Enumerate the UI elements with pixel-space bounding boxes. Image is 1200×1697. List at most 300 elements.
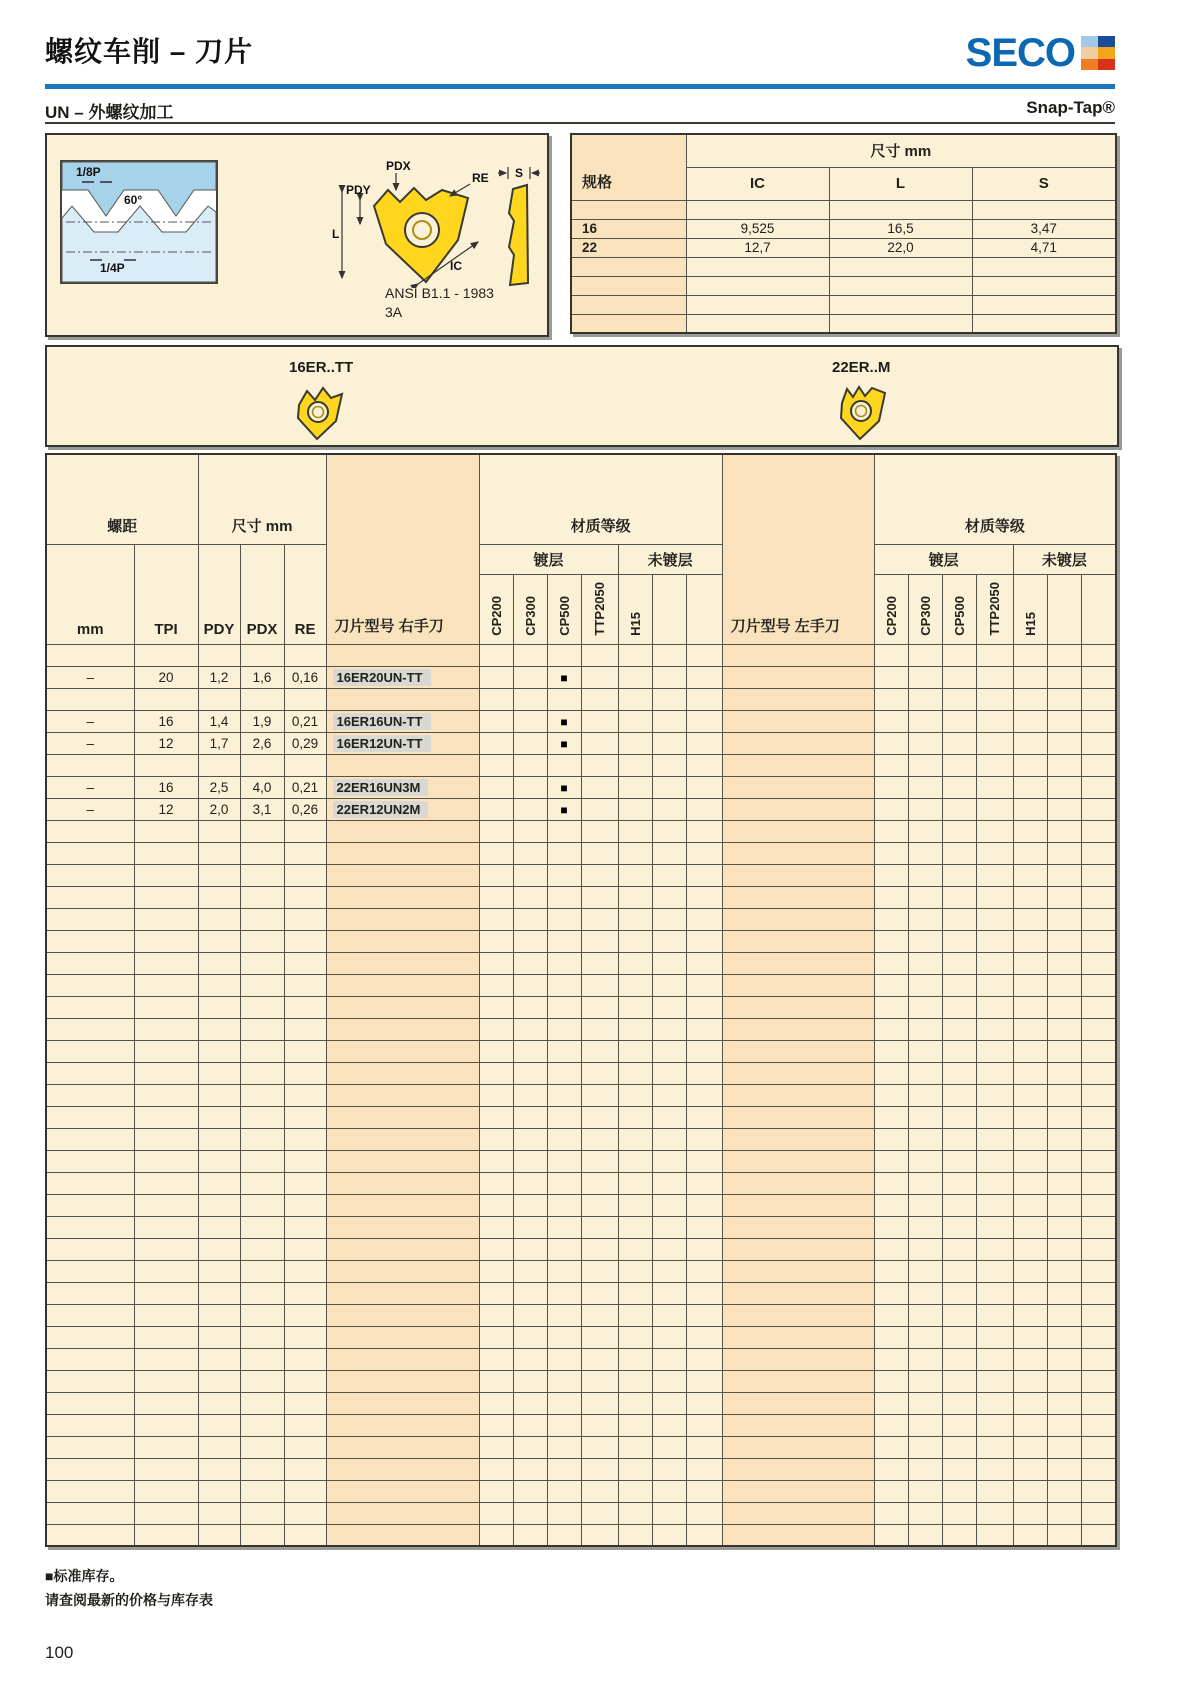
dim-label-18p: 1/8P [76,165,101,179]
cell-tpi [134,1238,198,1260]
cell-pdy [198,908,240,930]
cell-grade-stock [581,1260,618,1282]
insert-row [46,1062,1116,1084]
cell-re [284,842,326,864]
cell-re [284,1172,326,1194]
cell-rh-designation [326,776,479,798]
cell-re [284,1524,326,1546]
cell-grade-stock [513,1458,547,1480]
cell-grade-stock [547,1436,581,1458]
cell-grade-stock [1013,1370,1047,1392]
cell-pdx [240,1392,284,1414]
cell-ic [686,295,829,314]
cell-lh-designation [722,930,874,952]
cell-lh-designation [722,974,874,996]
cell-tpi: 16 [134,710,198,732]
col-mm-header: mm [46,544,134,644]
cell-grade-stock [547,1018,581,1040]
insert-row [46,644,1116,666]
cell-tpi [134,688,198,710]
cell-grade-stock [479,754,513,776]
cell-grade-stock [1013,754,1047,776]
cell-re [284,688,326,710]
cell-spec [571,295,686,314]
cell-grade-stock [874,1172,908,1194]
insert-row [46,1260,1116,1282]
cell-grade-stock [874,1238,908,1260]
cell-pdx [240,908,284,930]
cell-pdy: 1,2 [198,666,240,688]
cell-grade-stock [547,1040,581,1062]
insert-row [46,1018,1116,1040]
cell-grade-stock [547,1392,581,1414]
cell-ic: 12,7 [686,238,829,257]
cell-grade-stock [1081,1194,1116,1216]
stock-mark: ■ [560,802,568,817]
cell-pitch-mm [46,1326,134,1348]
cell-grade-stock [581,1348,618,1370]
cell-grade-stock [874,1062,908,1084]
cell-grade-stock [513,776,547,798]
cell-grade-stock [942,1018,976,1040]
cell-pdy [198,1216,240,1238]
cell-tpi [134,1502,198,1524]
cell-pitch-mm [46,1348,134,1370]
cell-grade-stock [479,1238,513,1260]
cell-tpi [134,930,198,952]
cell-re [284,1326,326,1348]
cell-grade-stock [686,754,722,776]
cell-grade-stock [942,1282,976,1304]
cell-lh-designation [722,1150,874,1172]
cell-grade-stock [874,820,908,842]
cell-re [284,820,326,842]
cell-lh-designation [722,952,874,974]
cell-l [829,257,972,276]
cell-grade-stock [581,952,618,974]
cell-grade-stock [479,842,513,864]
cell-grade-stock [652,710,686,732]
cell-pdy [198,1458,240,1480]
uncoated-header-right: 未镀层 [1013,544,1116,574]
cell-lh-designation [722,842,874,864]
cell-pitch-mm: – [46,666,134,688]
cell-grade-stock [581,820,618,842]
cell-grade-stock [618,1392,652,1414]
cell-grade-stock [479,1106,513,1128]
cell-grade-stock [652,688,686,710]
cell-rh-designation [326,754,479,776]
cell-grade-stock [618,1106,652,1128]
grade-col-header-ttp2050 [976,574,1013,644]
grade-col-header-empty [1081,574,1116,644]
cell-grade-stock [1013,1480,1047,1502]
cell-grade-stock [652,1238,686,1260]
cell-grade-stock [479,1392,513,1414]
cell-lh-designation [722,996,874,1018]
grade-col-header-h15 [1013,574,1047,644]
size-col-l-header: L [829,167,972,200]
cell-grade-stock [976,798,1013,820]
cell-grade-stock [581,644,618,666]
cell-grade-stock [908,1216,942,1238]
cell-pdx [240,1348,284,1370]
cell-lh-designation [722,1524,874,1546]
cell-pdx [240,996,284,1018]
cell-grade-stock [618,1040,652,1062]
cell-grade-stock [618,644,652,666]
cell-re [284,886,326,908]
insert-row [46,1084,1116,1106]
cell-grade-stock [976,1238,1013,1260]
cell-grade-stock [652,1480,686,1502]
cell-grade-stock [1081,952,1116,974]
cell-pitch-mm [46,688,134,710]
cell-grade-stock [976,732,1013,754]
insert-row [46,974,1116,996]
cell-s [972,200,1116,219]
cell-grade-stock [942,754,976,776]
cell-pdx [240,886,284,908]
cell-grade-stock [479,1502,513,1524]
seco-logo-text: SECO [965,31,1075,75]
cell-grade-stock [547,1128,581,1150]
dim-label-60: 60° [124,193,143,207]
cell-re [284,864,326,886]
cell-pdy: 2,5 [198,776,240,798]
cell-grade-stock [908,1304,942,1326]
cell-grade-stock [1081,974,1116,996]
insert-row [46,1524,1116,1546]
cell-rh-designation [326,1128,479,1150]
cell-grade-stock [513,1304,547,1326]
seco-logo-square [1098,36,1115,47]
cell-grade-stock [1081,930,1116,952]
col-re-header: RE [284,544,326,644]
cell-grade-stock [479,952,513,974]
cell-tpi [134,1062,198,1084]
cell-tpi [134,974,198,996]
cell-grade-stock [1013,886,1047,908]
cell-pdx [240,1216,284,1238]
cell-pdy [198,1348,240,1370]
cell-pitch-mm [46,1062,134,1084]
size-col-s-header: S [972,167,1116,200]
cell-grade-stock [581,908,618,930]
cell-grade-stock [908,754,942,776]
cell-grade-stock [547,1414,581,1436]
thread-profile-diagram [60,160,218,284]
cell-grade-stock [581,864,618,886]
cell-grade-stock [874,754,908,776]
cell-lh-designation [722,666,874,688]
dim-label-re: RE [472,171,489,185]
grade-col-header-cp200 [479,574,513,644]
cell-rh-designation [326,1304,479,1326]
cell-grade-stock [976,1106,1013,1128]
cell-pdy [198,1414,240,1436]
cell-grade-stock [479,710,513,732]
insert-row [46,1040,1116,1062]
insert-row [46,1150,1116,1172]
cell-lh-designation [722,1172,874,1194]
cell-pdy [198,1392,240,1414]
cell-grade-stock [874,1084,908,1106]
cell-grade-stock [874,1524,908,1546]
cell-pdx: 3,1 [240,798,284,820]
dim-label-ic: IC [450,259,462,273]
cell-grade-stock [908,1238,942,1260]
cell-re [284,1040,326,1062]
grade-col-label: TTP2050 [592,582,608,636]
cell-grade-stock [479,1040,513,1062]
cell-ic [686,200,829,219]
cell-pdx [240,864,284,886]
cell-grade-stock [618,754,652,776]
cell-grade-stock [976,666,1013,688]
cell-re: 0,16 [284,666,326,688]
cell-lh-designation [722,710,874,732]
cell-grade-stock [1013,1304,1047,1326]
cell-pdx [240,1436,284,1458]
cell-grade-stock [942,974,976,996]
cell-grade-stock [618,1436,652,1458]
cell-pdx [240,1502,284,1524]
cell-pdx [240,1326,284,1348]
cell-grade-stock [1081,1150,1116,1172]
grades-group-header-left: 材质等级 [479,454,722,544]
cell-grade-stock [1047,930,1081,952]
standard-reference: ANSI B1.1 - 1983 [385,285,494,301]
cell-grade-stock [686,1238,722,1260]
cell-re [284,1238,326,1260]
cell-grade-stock [686,1040,722,1062]
cell-lh-designation [722,1348,874,1370]
cell-grade-stock [686,864,722,886]
cell-grade-stock [1047,1260,1081,1282]
page-number: 100 [45,1643,74,1662]
dimensions-group-header: 尺寸 mm [198,454,326,544]
cell-grade-stock [942,930,976,952]
main-header-row-subgroups [46,544,1116,574]
cell-grade-stock [942,952,976,974]
insert-photo-22er [833,381,895,441]
cell-lh-designation [722,1084,874,1106]
cell-s [972,295,1116,314]
cell-grade-stock [547,1238,581,1260]
cell-pdx [240,1524,284,1546]
cell-pdy [198,1172,240,1194]
cell-re [284,908,326,930]
grade-col-label: CP200 [883,595,899,636]
cell-grade-stock [1013,798,1047,820]
size-table-row [571,219,1116,238]
cell-grade-stock [547,1062,581,1084]
cell-grade-stock [1081,1018,1116,1040]
cell-grade-stock [908,1106,942,1128]
section-rule [45,122,1115,124]
cell-l [829,295,972,314]
cell-tpi [134,1150,198,1172]
dim-label-pdy: PDY [346,183,371,197]
cell-grade-stock [1081,1502,1116,1524]
cell-grade-stock [1081,1216,1116,1238]
cell-grade-stock [1047,952,1081,974]
cell-grade-stock [618,666,652,688]
cell-grade-stock [1081,1260,1116,1282]
insert-family-label-16er: 16ER..TT [289,359,354,376]
cell-grade-stock [686,1392,722,1414]
cell-grade-stock [908,1150,942,1172]
cell-grade-stock [976,1480,1013,1502]
cell-rh-designation [326,1480,479,1502]
cell-grade-stock [908,864,942,886]
cell-grade-stock [581,974,618,996]
cell-grade-stock [1081,688,1116,710]
cell-grade-stock [479,776,513,798]
cell-grade-stock [874,952,908,974]
cell-grade-stock [547,1326,581,1348]
cell-grade-stock [513,1326,547,1348]
cell-rh-designation [326,1282,479,1304]
size-col-ic-header: IC [686,167,829,200]
cell-grade-stock [942,908,976,930]
cell-grade-stock [976,1392,1013,1414]
cell-tpi: 12 [134,798,198,820]
cell-grade-stock [652,776,686,798]
cell-pitch-mm [46,1018,134,1040]
cell-grade-stock [976,1436,1013,1458]
cell-re [284,1370,326,1392]
cell-tpi [134,886,198,908]
insert-row [46,842,1116,864]
cell-tpi [134,996,198,1018]
cell-grade-stock [1081,1106,1116,1128]
cell-grade-stock [618,710,652,732]
cell-grade-stock [1081,1040,1116,1062]
cell-grade-stock [874,644,908,666]
cell-grade-stock [942,1392,976,1414]
cell-grade-stock [547,1524,581,1546]
cell-pitch-mm [46,1172,134,1194]
cell-grade-stock [1047,754,1081,776]
cell-grade-stock [652,1304,686,1326]
cell-grade-stock [1047,1436,1081,1458]
cell-pitch-mm [46,974,134,996]
cell-lh-designation [722,776,874,798]
cell-grade-stock [976,1458,1013,1480]
cell-s: 3,47 [972,219,1116,238]
grade-col-label: CP500 [951,595,967,636]
dim-label-l: L [332,227,340,241]
cell-grade-stock [874,688,908,710]
cell-grade-stock [1013,1326,1047,1348]
cell-rh-designation [326,1370,479,1392]
cell-tpi [134,1260,198,1282]
cell-pdy [198,952,240,974]
cell-re [284,754,326,776]
cell-pitch-mm [46,1106,134,1128]
cell-grade-stock [479,1348,513,1370]
cell-grade-stock [908,974,942,996]
insert-row [46,864,1116,886]
cell-grade-stock [652,974,686,996]
cell-spec [571,257,686,276]
insert-row [46,754,1116,776]
cell-rh-designation [326,1458,479,1480]
main-header-row-groups [46,454,1116,544]
cell-l [829,200,972,219]
cell-grade-stock [513,1172,547,1194]
cell-grade-stock [618,864,652,886]
cell-pdx [240,1194,284,1216]
cell-lh-designation [722,644,874,666]
cell-grade-stock [581,996,618,1018]
cell-grade-stock [581,732,618,754]
cell-grade-stock [652,1040,686,1062]
cell-grade-stock [1013,1392,1047,1414]
cell-grade-stock [908,886,942,908]
cell-grade-stock [976,644,1013,666]
cell-grade-stock [479,688,513,710]
cell-grade-stock [547,1370,581,1392]
cell-grade-stock [581,710,618,732]
cell-pitch-mm [46,1238,134,1260]
cell-grade-stock [581,1084,618,1106]
insert-row [46,1304,1116,1326]
cell-grade-stock [618,1062,652,1084]
insert-row [46,710,1116,732]
cell-pdx [240,974,284,996]
cell-grade-stock [1047,1128,1081,1150]
cell-grade-stock [908,1018,942,1040]
cell-grade-stock [686,1128,722,1150]
cell-pdy [198,644,240,666]
cell-grade-stock [1047,996,1081,1018]
cell-tpi [134,1018,198,1040]
cell-grade-stock [547,798,581,820]
cell-pdx [240,1084,284,1106]
cell-pitch-mm [46,1502,134,1524]
cell-grade-stock [976,1414,1013,1436]
insert-row [46,732,1116,754]
cell-grade-stock [874,1436,908,1458]
cell-grade-stock [547,688,581,710]
cell-grade-stock [1081,1414,1116,1436]
cell-grade-stock [547,864,581,886]
cell-grade-stock [513,1040,547,1062]
cell-grade-stock [942,820,976,842]
cell-s [972,276,1116,295]
cell-pitch-mm [46,1150,134,1172]
cell-grade-stock [547,1150,581,1172]
cell-re [284,1502,326,1524]
cell-tpi [134,1524,198,1546]
cell-lh-designation [722,820,874,842]
cell-grade-stock [1081,1128,1116,1150]
seco-logo-square [1098,47,1115,58]
cell-pdy [198,1502,240,1524]
rh-designation-text: 22ER12UN2M [333,801,429,818]
cell-pitch-mm [46,644,134,666]
cell-grade-stock [581,754,618,776]
cell-s [972,314,1116,333]
cell-grade-stock [652,1502,686,1524]
cell-pitch-mm [46,1370,134,1392]
cell-grade-stock [1081,1436,1116,1458]
cell-grade-stock [1081,1524,1116,1546]
cell-grade-stock [686,842,722,864]
